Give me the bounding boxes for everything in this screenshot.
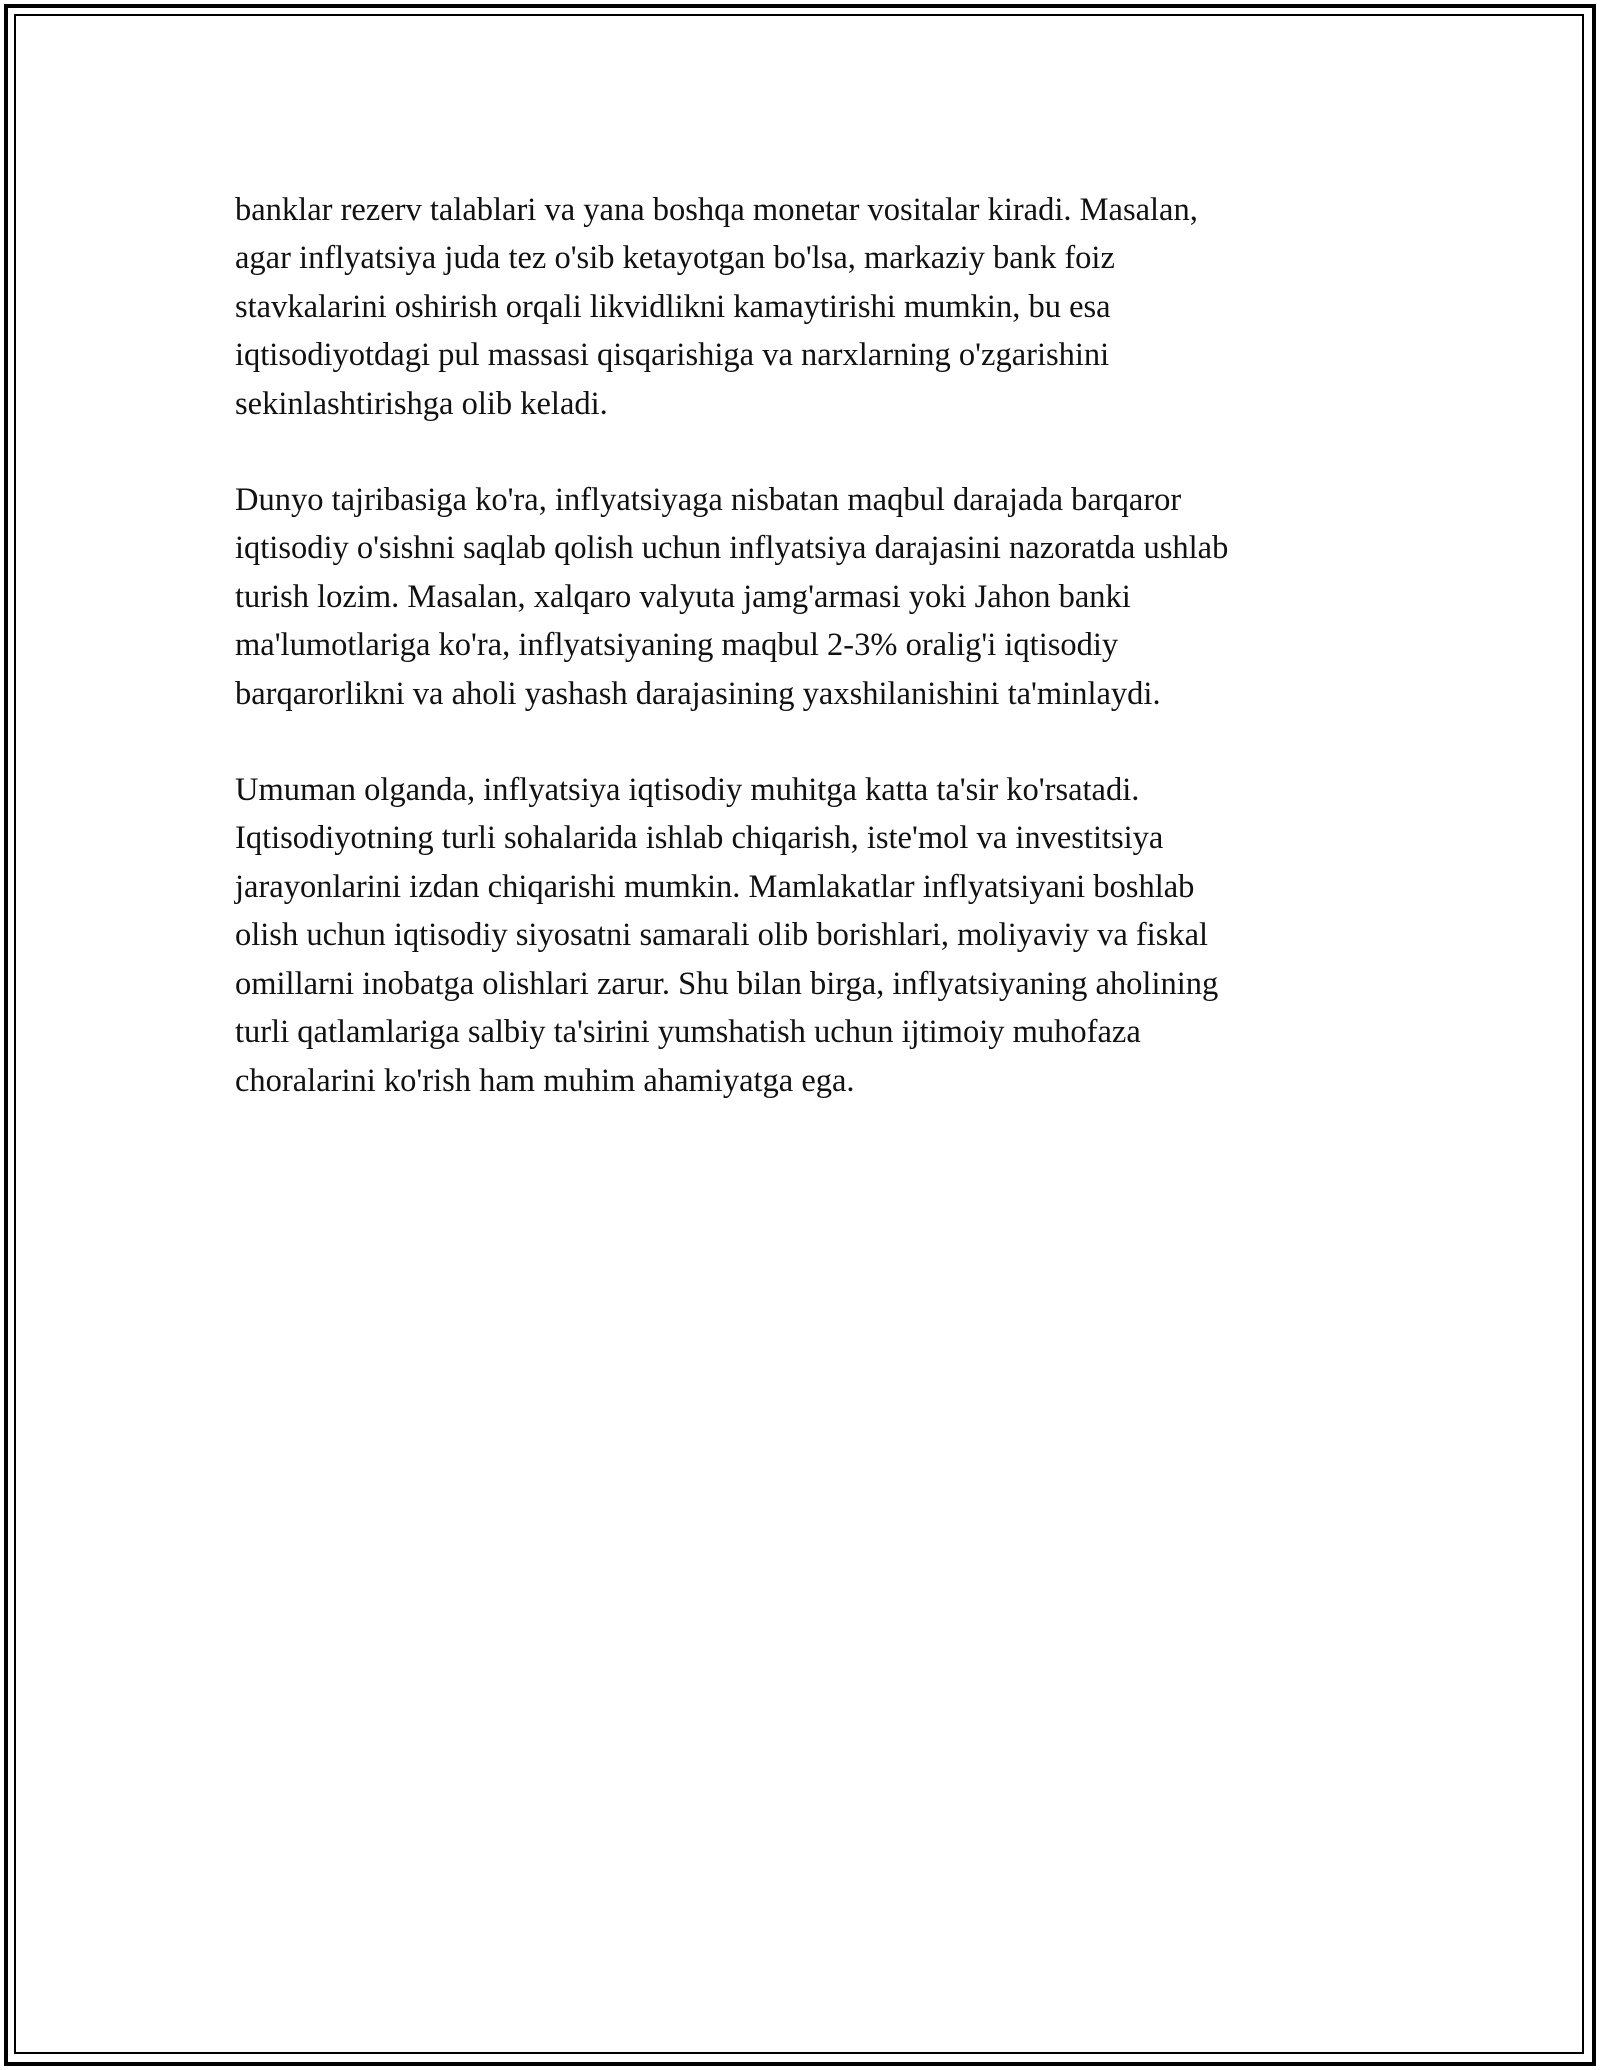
paragraph-conclusion: Umuman olganda, inflyatsiya iqtisodiy muhitga katta ta'sir ko'rsatadi. Iqtisodiyotning turli sohalarida ishlab chiqarish, iste'mol va investitsiya jarayonlarini izdan chiqarishi mumkin. Mamlakatlar inflyatsiyani boshlab olish uchun iqtisodiy siyosatni samarali olib borishlari, moliyaviy va fiskal omillarni inobatga olishlari zarur. Shu bilan birga, inflyatsiyaning aholining turli qatlamlariga salbiy ta'sirini yumshatish uchun ijtimoiy muhofaza choralarini ko'rish ham muhim ahamiyatga ega.: [235, 772, 1219, 1099]
paragraph-world-experience: Dunyo tajribasiga ko'ra, inflyatsiyaga nisbatan maqbul darajada barqaror iqtisodiy o'sishni saqlab qolish uchun inflyatsiya darajasini nazoratda ushlab turish lozim. Masalan, xalqaro valyuta jamg'armasi yoki Jahon banki ma'lumotlariga ko'ra, inflyatsiyaning maqbul 2-3% oralig'i iqtisodiy barqarorlikni va aholi yashash darajasining yaxshilanishini ta'minlaydi.: [235, 482, 1229, 712]
paragraph-monetary-tools: banklar rezerv talablari va yana boshqa monetar vositalar kiradi. Masalan, agar inflyatsiya juda tez o'sib ketayotgan bo'lsa, markaziy bank foiz stavkalarini oshirish orqali likvidlikni kamaytirishi mumkin, bu esa iqtisodiyotdagi pul massasi qisqarishiga va narxlarning o'zgarishini sekinlashtirishga olib keladi.: [235, 192, 1198, 422]
document-body: [235, 186, 1365, 1153]
